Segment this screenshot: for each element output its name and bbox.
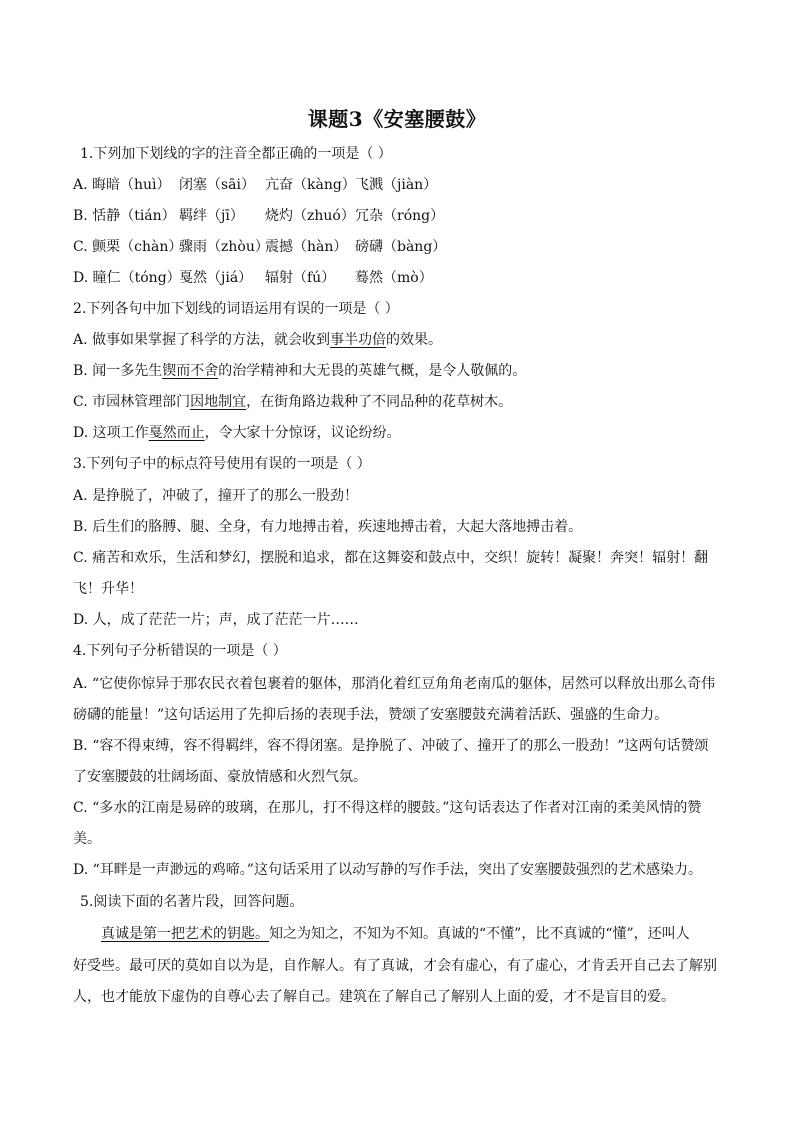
question-3-option-b: B. 后生们的胳膊、腿、全身，有力地搏击着，疾速地搏击着，大起大落地搏击着。	[73, 519, 583, 535]
passage-line-2: 好受些。最可厌的莫如自以为是，自作解人。有了真诚，才会有虚心，有了虚心，才肯丢开自己去了解别	[73, 958, 717, 974]
question-4-option-d: D. “耳畔是一声渺远的鸡啼。”这句话采用了以动写静的写作手法，突出了安塞腰鼓强烈的艺术感染力。	[73, 862, 702, 878]
question-3-option-c-line-1: C. 痛苦和欢乐，生活和梦幻，摆脱和追求，都在这舞姿和鼓点中，交织！旋转！凝聚！奔突！辐射！翻	[73, 550, 709, 566]
option-a-item-3: 亢奋（kàng）	[265, 177, 356, 193]
question-3-stem: 3.下列句子中的标点符号使用有误的一项是（ ）	[73, 456, 371, 472]
question-1-option-c	[73, 237, 446, 257]
question-2-option-a	[73, 330, 442, 350]
option-c-item-3: 震撼（hàn）	[265, 239, 348, 255]
question-3-option-a: A. 是挣脱了，冲破了，撞开了的那么一股劲！	[73, 488, 359, 504]
underlined-phrase: 戛然而止	[148, 425, 205, 441]
option-text: ，在街角路边栽种了不同品种的花草树木。	[246, 394, 513, 410]
page-title: 课题3《安塞腰鼓》	[307, 107, 487, 131]
option-text: ，令大家十分惊讶，议论纷纷。	[204, 425, 401, 441]
option-text: 的效果。	[386, 332, 443, 348]
question-1-option-d	[73, 268, 433, 288]
question-4-option-c-line-2: 美。	[73, 831, 101, 847]
option-text: B. 闻一多先生	[73, 363, 163, 379]
option-text: A. 做事如果掌握了科学的方法，就会收到	[73, 332, 331, 348]
option-b-item-4: 冗杂（róng）	[355, 208, 445, 224]
option-b-item-1: B. 恬静（tián）	[73, 208, 176, 224]
question-4-option-a-line-1: A. “它使你惊异于那农民衣着包裹着的躯体，那消化着红豆角角老南瓜的躯体，居然可以释放出那么奇伟	[73, 676, 716, 692]
option-text: 的治学精神和大无畏的英雄气概，是令人敬佩的。	[218, 363, 527, 379]
option-a-item-4: 飞溅（jiàn）	[355, 177, 438, 193]
question-2-option-c	[73, 392, 512, 412]
option-d-item-1: D. 瞳仁（tóng）	[73, 270, 181, 286]
option-d-item-4: 蓦然（mò）	[355, 270, 433, 286]
question-2-option-d	[73, 423, 401, 443]
question-2-option-b	[73, 361, 526, 381]
option-b-item-2: 羁绊（jī）	[179, 208, 244, 224]
underlined-phrase: 锲而不舍	[162, 363, 219, 379]
option-b-item-3: 烧灼（zhuó）	[265, 208, 355, 224]
option-c-item-2: 骤雨（zhòu）	[179, 239, 269, 255]
question-4-stem: 4.下列句子分析错误的一项是（ ）	[73, 643, 287, 659]
underlined-phrase: 因地制宜	[190, 394, 247, 410]
option-a-item-1: A. 晦暗（huì）	[73, 177, 171, 193]
question-5-stem: 5.阅读下面的名著片段，回答问题。	[80, 894, 304, 910]
passage-text: 知之为知之，不知为不知。真诚的“不懂”，比不真诚的“懂”，还叫人	[269, 926, 690, 942]
option-text: C. 市园林管理部门	[73, 394, 191, 410]
underlined-sentence: 真诚是第一把艺术的钥匙。	[101, 926, 269, 942]
option-d-item-2: 戛然（jiá）	[179, 270, 253, 286]
option-a-item-2: 闭塞（sāi）	[179, 177, 256, 193]
underlined-phrase: 事半功倍	[330, 332, 387, 348]
question-4-option-b-line-2: 了安塞腰鼓的壮阔场面、豪放情感和火烈气氛。	[73, 769, 367, 785]
option-text: D. 这项工作	[73, 425, 149, 441]
question-1-stem: 1.下列加下划线的字的注音全都正确的一项是（ ）	[80, 146, 392, 162]
question-3-option-c-line-2: 飞！升华！	[73, 581, 143, 597]
question-1-option-a	[73, 175, 437, 195]
option-c-item-4: 磅礴（bàng）	[355, 239, 447, 255]
option-d-item-3: 辐射（fú）	[265, 270, 336, 286]
question-3-option-d: D. 人，成了茫茫一片；声，成了茫茫一片……	[73, 612, 359, 628]
question-1-option-b	[73, 206, 444, 226]
question-4-option-a-line-2: 磅礴的能量！”这句话运用了先抑后扬的表现手法，赞颂了安塞腰鼓充满着活跃、强盛的生命力。	[73, 707, 669, 723]
passage-line-3: 人，也才能放下虚伪的自尊心去了解自己。建筑在了解自己了解别人上面的爱，才不是盲目的爱。	[73, 989, 675, 1005]
question-4-option-c-line-1: C. “多水的江南是易碎的玻璃，在那儿，打不得这样的腰鼓。”这句话表达了作者对江南的柔美风情的赞	[73, 800, 702, 816]
option-c-item-1: C. 颤栗（chàn）	[73, 239, 183, 255]
question-4-option-b-line-1: B. “容不得束缚，容不得羁绊，容不得闭塞。是挣脱了、冲破了、撞开了的那么一股劲！”这两句话赞颂	[73, 738, 709, 754]
question-2-stem: 2.下列各句中加下划线的词语运用有误的一项是（ ）	[73, 301, 399, 317]
passage-line-1	[101, 924, 690, 944]
